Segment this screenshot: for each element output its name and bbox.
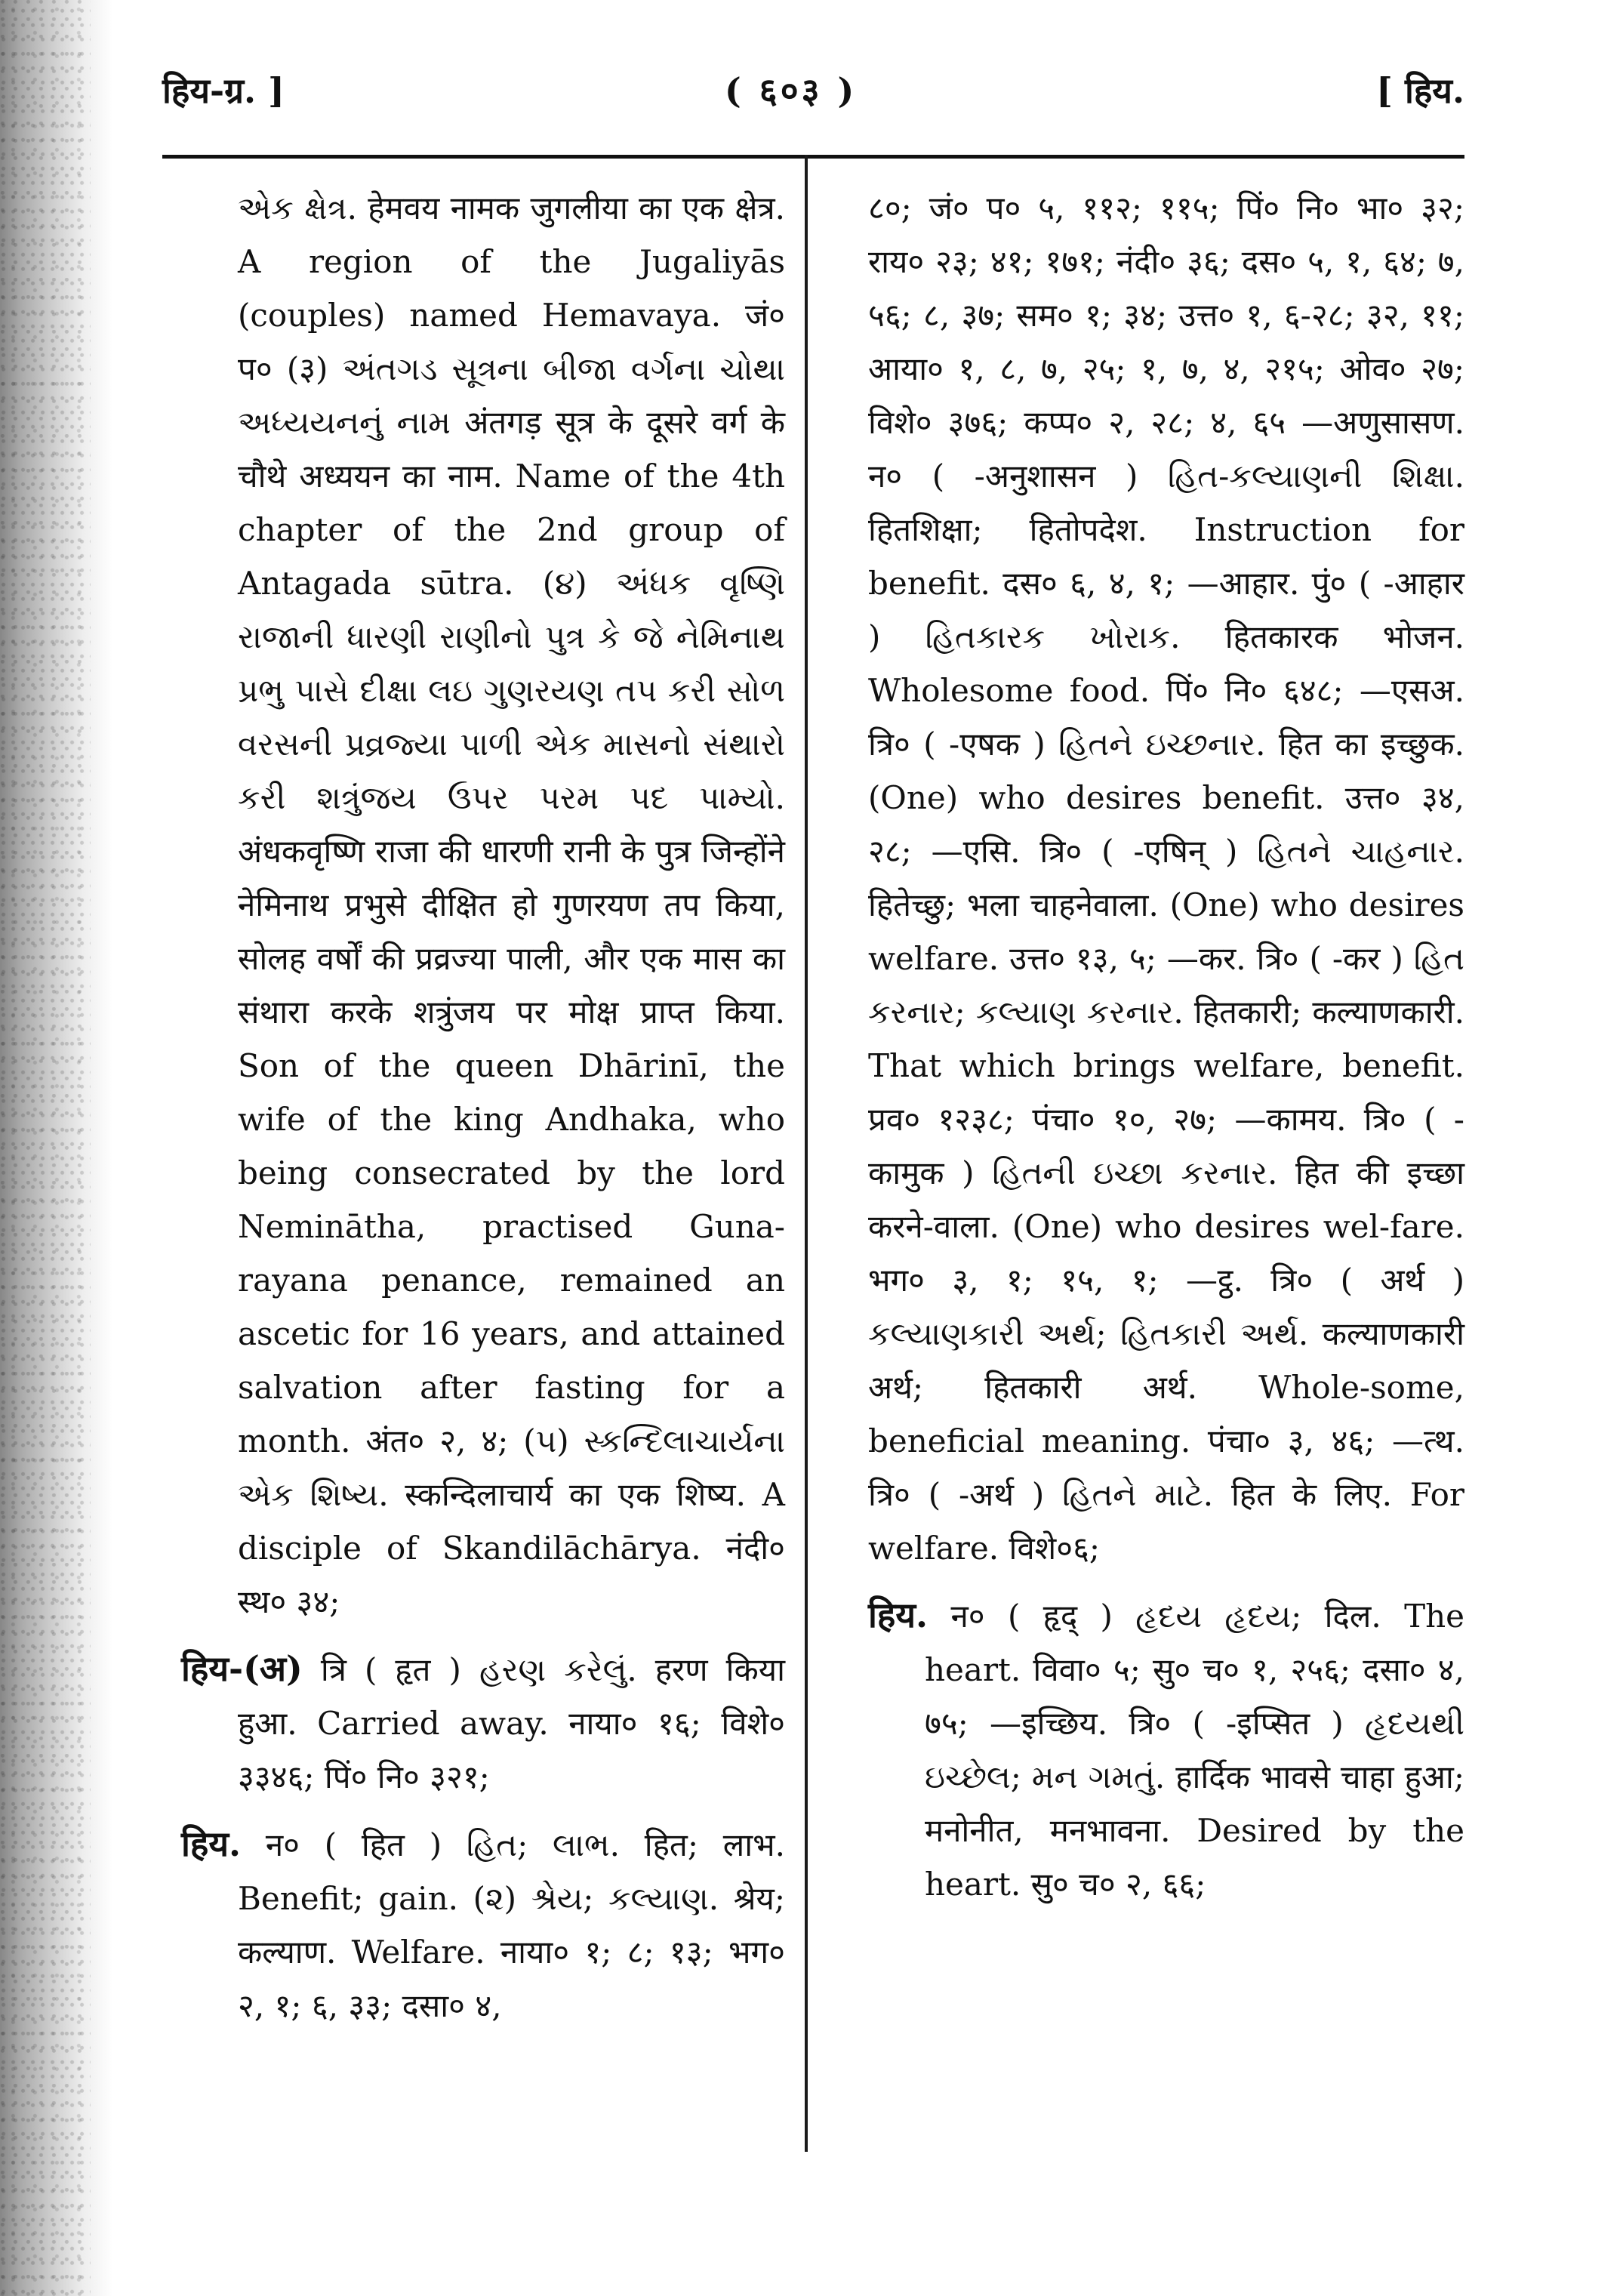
entry-headword: हिय. (181, 1823, 242, 1864)
header-right-guideword: [ हिय. (1376, 70, 1464, 111)
entry-body: त्रि ( हृत ) હરણ કરેલું. हरण किया हुआ. Carried away. नाया० १६; विशे० ३३४६; पिं० नि० ३२१; (238, 1651, 785, 1795)
left-continuation-text: એક ક્ષેત્ર. हेमवय नामक जुगलीया का एक क्षेत्र. A region of the Jugaliyās (couples) named Hemavaya. जं० प० (३) અંતગડ સૂત્રના બીજા વર્ગના ચોથા અધ્યયનનું નામ अंतगड़ सूत्र के दूसरे वर्ग के चौथे अध्ययन का नाम. Name of the 4th chapter of the 2nd group of Antagada sūtra. (૪) અંધક વૃષ્ણિ રાજાની ધારણી રાણીનો પુત્ર કે જે નેમિનાથ પ્રભુ પાસે દીક્ષા લઇ ગુણરયણ તપ કરી સોળ વરસની પ્રવ્રજ્યા પાળી એક માસનો સંથારો કરી શત્રુંજય ઉપર પરમ પદ પામ્યો. अंधकवृष्णि राजा की धारणी रानी के पुत्र जिन्होंने नेमिनाथ प्रभुसे दीक्षित हो गुणरयण तप किया, सोलह वर्षों की प्रव्रज्या पाली, और एक मास का संथारा करके शत्रुंजय पर मोक्ष प्राप्त किया. Son of the queen Dhārinī, the wife of the king Andhaka, who being consecrated by the lord Neminātha, practised Guna-rayana penance, remained an ascetic for 16 years, and attained salvation after fasting for a month. अंत० २, ४; (૫) સ્કન્દિલાચાર્યના એક શિષ્ય. स्कन्दिलाचार्य का एक शिष्य. A disciple of Skandilāchārya. नंदी० स्थ० ३४; (238, 190, 785, 1620)
scan-binding-speckle (0, 0, 91, 2296)
right-continuation-text: ८०; जं० प० ५, ११२; ११५; पिं० नि० भा० ३२; राय० २३; ४१; १७१; नंदी० ३६; दस० ५, १, ६४; ७, ५६; ८, ३७; सम० १; ३४; उत्त० १, ६-२८; ३२, ११; आया० १, ८, ७, २५; १, ७, ४, २१५; ओव० २७; विशे० ३७६; कप्प० २, २८; ४, ६५ —अणुसासण. न० ( -अनुशासन ) હિત-કલ્યાણની શિક્ષા. हितशिक्षा; हितोपदेश. Instruction for benefit. दस० ६, ४, १; —आहार. पुं० ( -आहार ) હિતકારક ખોરાક. हितकारक भोजन. Wholesome food. पिं० नि० ६४८; —एसअ. त्रि० ( -एषक ) હિતને ઇચ્છનાર. हित का इच्छुक. (One) who desires benefit. उत्त० ३४, २८; —एसि. त्रि० ( -एषिन् ) હિતને ચાહનાર. हितेच्छु; भला चाहनेवाला. (One) who desires welfare. उत्त० १३, ५; —कर. त्रि० ( -कर ) હિત કરનાર; કલ્યાણ કરનાર. हितकारी; कल्याणकारी. That which brings welfare, benefit. प्रव० १२३८; पंचा० १०, २७; —कामय. त्रि० ( -कामुक ) હિતની ઇચ્છા કરનાર. हित की इच्छा करने-वाला. (One) who desires wel-fare. भग० ३, १; १५, १; —ट्ठ. त्रि० ( अर्थ ) કલ્યાણકારી અર્થ; હિતકારી અર્થ. कल्याणकारी अर्थ; हितकारी अर्थ. Whole-some, beneficial meaning. पंचा० ३, ४६; —त्थ. त्रि० ( -अर्थ ) હિતને માટે. हित के लिए. For welfare. विशे०६; (868, 190, 1464, 1567)
entry-hiya-hita (181, 1817, 785, 2032)
entry-body: न० ( हृद् ) હૃદય હૃદય; दिल. The heart. विवा० ५; सु० च० १, २५६; दसा० ४, ७५; —इच्छिय. त्रि० ( -इप्सित ) હૃદયથી ઇચ્છેલ; મન ગમતું. हार्दिक भावसे चाहा हुआ; मनोनीत, मनभावना. Desired by the heart. सु० च० २, ६६; (925, 1598, 1464, 1903)
entry-headword: हिय. (868, 1595, 929, 1635)
entry-headword: हिय-(अ) (181, 1648, 303, 1689)
header-left-guideword: हिय-ग्र. ] (162, 70, 285, 111)
entry-body: न० ( हित ) હિત; લાભ. हित; लाभ. Benefit; gain. (૨) શ્રેય; કલ્યાણ. श्रेय; कल्याण. Welfare. नाया० १; ८; १३; भग० २, १; ६, ३३; दसा० ४, (238, 1826, 785, 2024)
left-column (181, 181, 785, 2046)
entry-hiya-hrid (868, 1589, 1464, 1911)
entry-hiya-hrita (181, 1642, 785, 1804)
right-column (868, 181, 1464, 1925)
running-header (162, 66, 1464, 119)
header-rule (162, 155, 1464, 159)
column-divider (805, 155, 808, 2152)
page-number: ( ६०३ ) (725, 70, 858, 111)
